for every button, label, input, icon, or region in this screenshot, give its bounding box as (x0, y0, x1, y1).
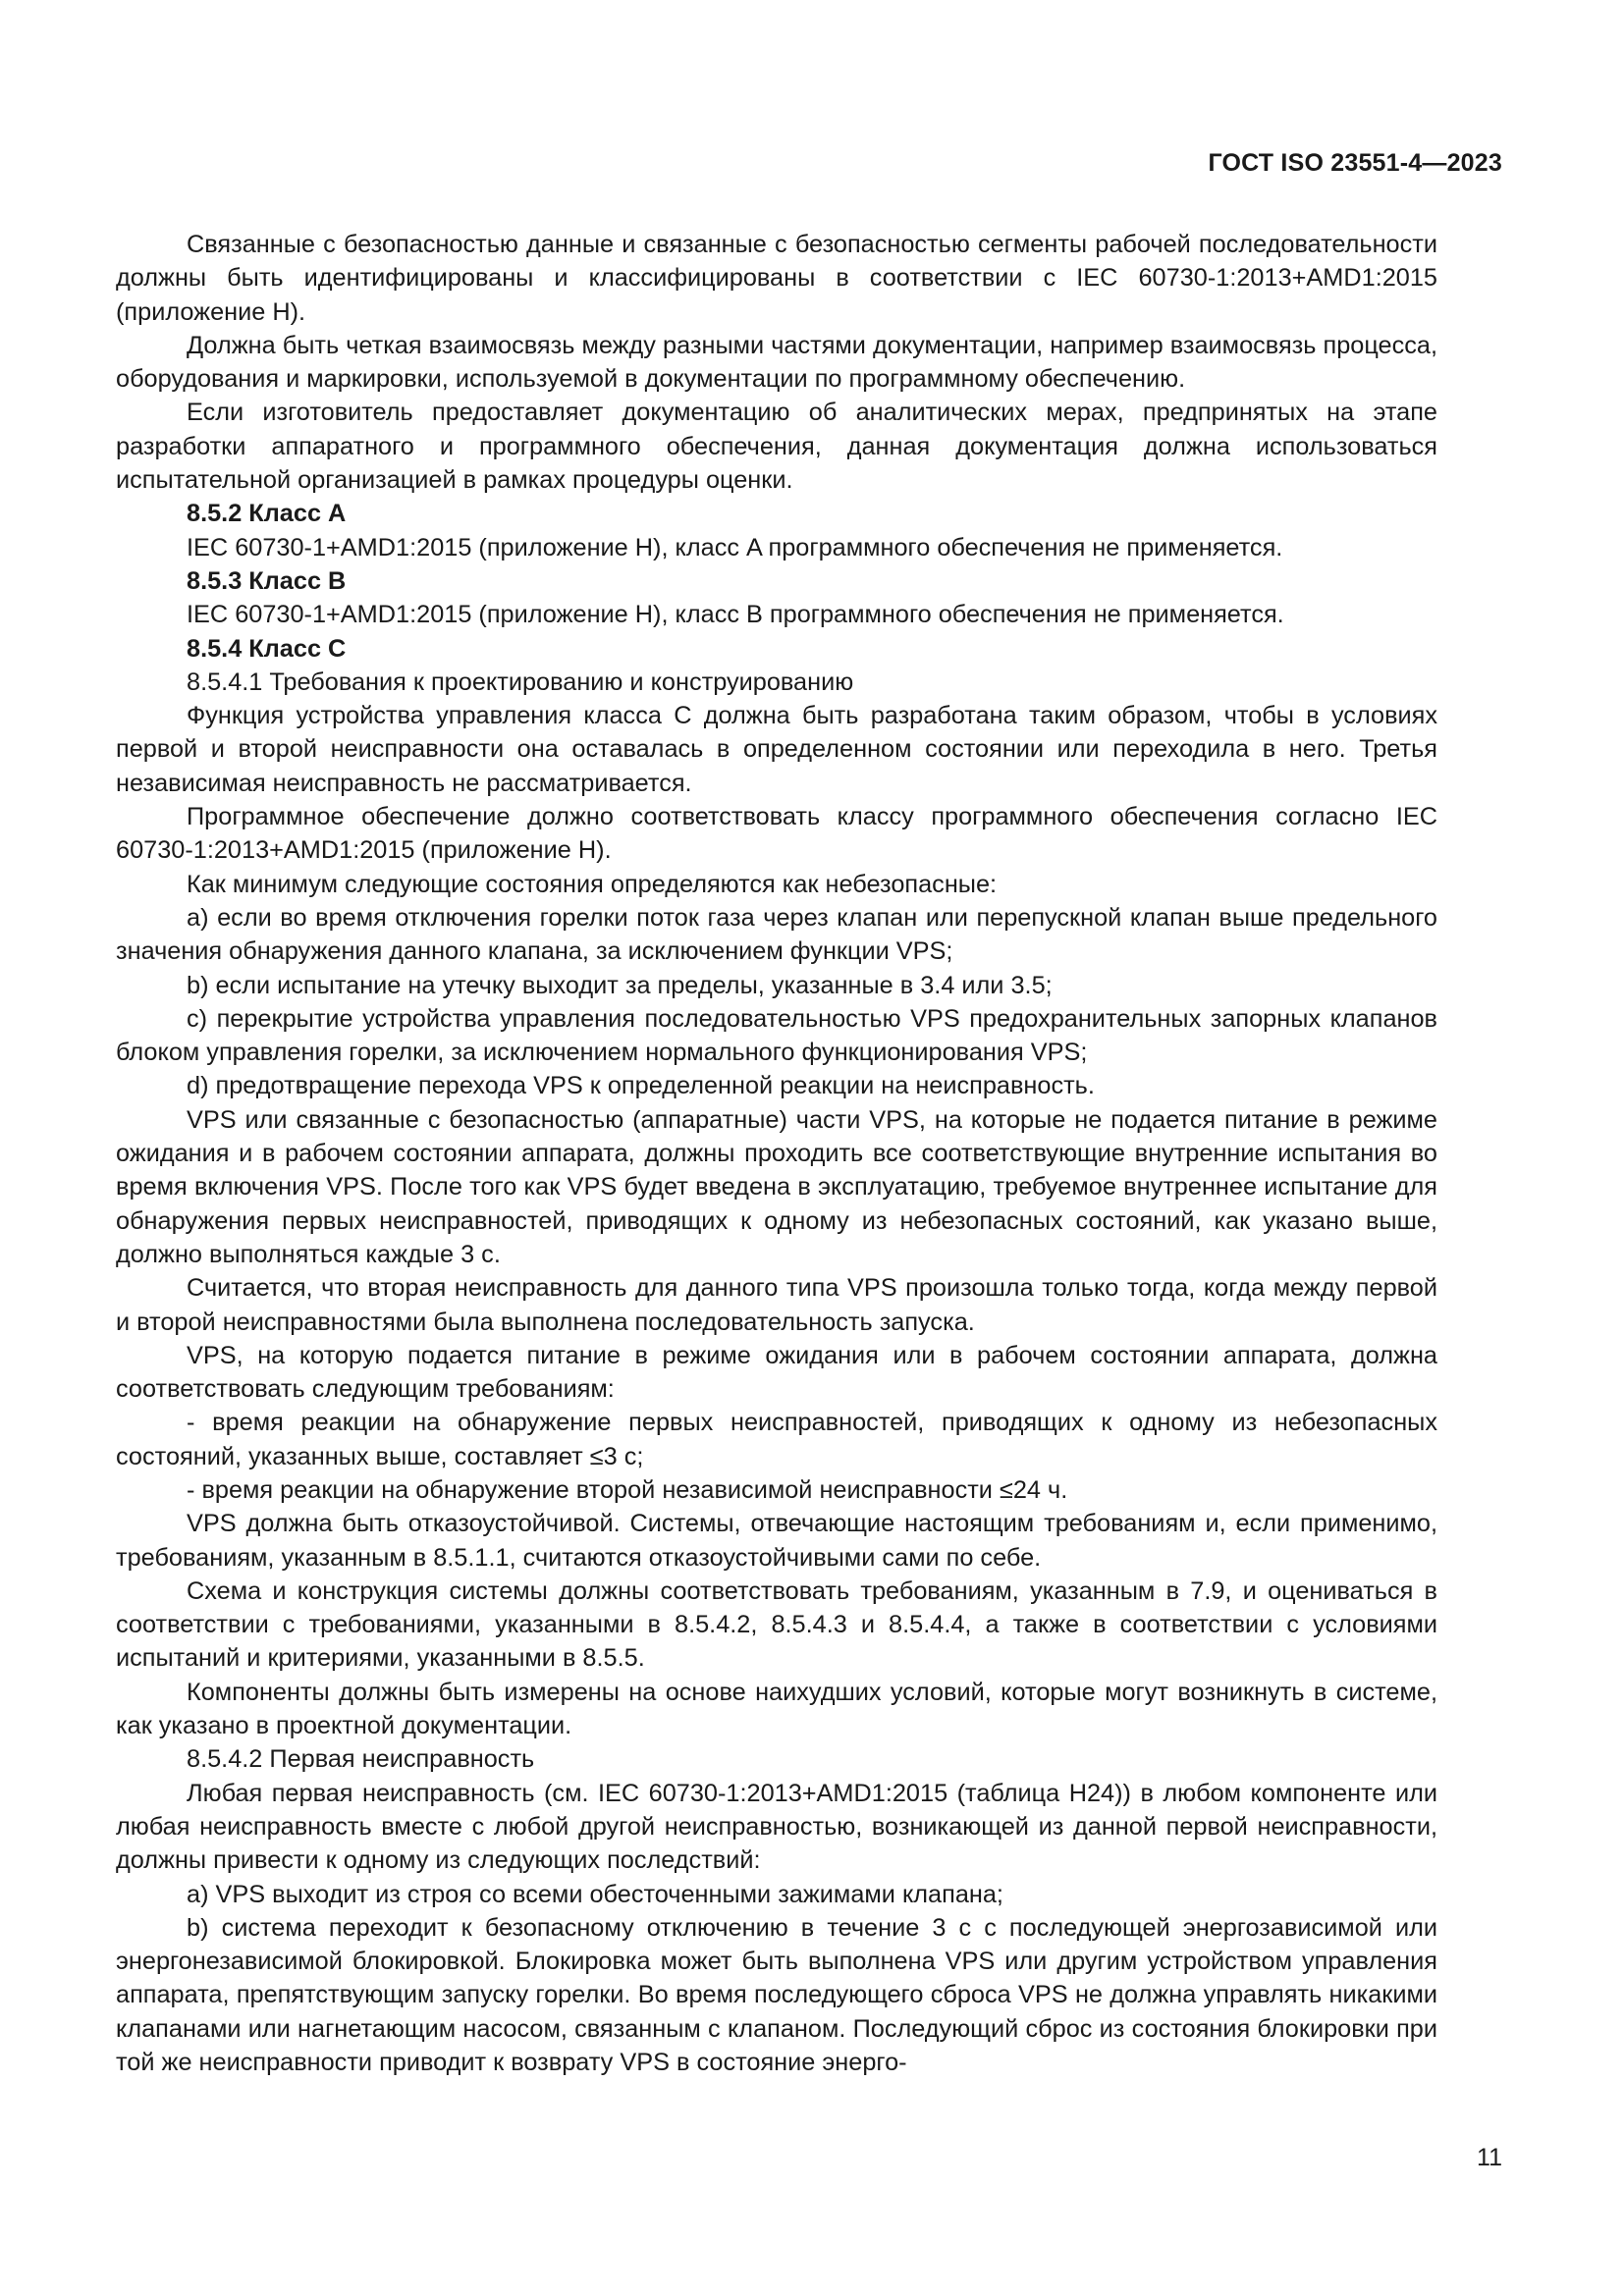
list-item: - время реакции на обнаружение второй независимой неисправности ≤24 ч. (187, 1475, 1068, 1504)
list-item: c) перекрытие устройства управления последовательностью VPS предохранительных запорных клапанов блоком управления горелки, за исключением нормального функционирования VPS; (116, 1004, 1437, 1067)
paragraph: Схема и конструкция системы должны соответствовать требованиям, указанным в 7.9, и оцениваться в соответствии с требованиями, указанными в 8.5.4.2, 8.5.4.3 и 8.5.4.4, а также в соответствии с условиями испытаний и критериями, указанными в 8.5.5. (116, 1576, 1437, 1673)
paragraph: Должна быть четкая взаимосвязь между разными частями документации, например взаимосвязь процесса, оборудования и маркировки, используемой в документации по программному обеспечению. (116, 331, 1437, 394)
paragraph: Функция устройства управления класса С должна быть разработана таким образом, чтобы в условиях первой и второй неисправности она оставалась в определенном состоянии или переходила в него. Третья независимая неисправность не рассматривается. (116, 702, 1437, 797)
section-heading: 8.5.2 Класс А (187, 500, 347, 528)
standard-id: ГОСТ ISO 23551-4—2023 (1208, 149, 1502, 177)
list-item: d) предотвращение перехода VPS к определенной реакции на неисправность. (187, 1072, 1095, 1100)
section-heading: 8.5.3 Класс В (187, 566, 347, 595)
paragraph: Любая первая неисправность (см. IEC 60730-1:2013+AMD1:2015 (таблица H24)) в любом компоненте или любая неисправность вместе с любой другой неисправностью, возникающей из данной первой неисправности, должны привести к одному из следующих последствий: (116, 1779, 1437, 1875)
paragraph: Программное обеспечение должно соответствовать классу программного обеспечения согласно IEC 60730-1:2013+AMD1:2015 (приложение Н). (116, 803, 1437, 865)
paragraph: Если изготовитель предоставляет документацию об аналитических мерах, предпринятых на этапе разработки аппаратного и программного обеспечения, данная документация должна использоваться испытательной организацией в рамках процедуры оценки. (116, 399, 1437, 495)
paragraph: Считается, что вторая неисправность для данного типа VPS произошла только тогда, когда между первой и второй неисправностями была выполнена последовательность запуска. (116, 1274, 1437, 1336)
paragraph: Как минимум следующие состояния определяются как небезопасные: (187, 870, 998, 898)
paragraph: IEC 60730-1+AMD1:2015 (приложение H), класс B программного обеспечения не применяется. (187, 601, 1284, 629)
section-heading: 8.5.4 Класс С (187, 634, 347, 663)
paragraph: VPS, на которую подается питание в режиме ожидания или в рабочем состоянии аппарата, должна соответствовать следующим требованиям: (116, 1341, 1437, 1404)
document-body (116, 228, 1437, 2079)
subsection-heading: 8.5.4.2 Первая неисправность (187, 1745, 535, 1774)
list-item: - время реакции на обнаружение первых неисправностей, приводящих к одному из небезопасных состояний, указанных выше, составляет ≤3 с; (116, 1409, 1437, 1470)
subsection-heading: 8.5.4.1 Требования к проектированию и конструированию (187, 667, 854, 696)
paragraph: Связанные с безопасностью данные и связанные с безопасностью сегменты рабочей последовательности должны быть идентифицированы и классифицированы в соответствии с IEC 60730-1:2013+AMD1:2015 (приложение Н). (116, 231, 1437, 326)
list-item: a) если во время отключения горелки поток газа через клапан или перепускной клапан выше предельного значения обнаружения данного клапана, за исключением функции VPS; (116, 903, 1437, 966)
paragraph: VPS или связанные с безопасностью (аппаратные) части VPS, на которые не подается питание в режиме ожидания и в рабочем состоянии аппарата, должны проходить все соответствующие внутренние испытания во время включения VPS. После того как VPS будет введена в эксплуатацию, требуемое внутреннее испытание для обнаружения первых неисправностей, приводящих к одному из небезопасных состояний, как указано выше, должно выполняться каждые 3 с. (116, 1105, 1437, 1268)
list-item: a) VPS выходит из строя со всеми обесточенными зажимами клапана; (187, 1880, 1003, 1908)
list-item: b) если испытание на утечку выходит за пределы, указанные в 3.4 или 3.5; (187, 971, 1053, 999)
page-number: 11 (1477, 2144, 1502, 2171)
paragraph: Компоненты должны быть измерены на основе наихудших условий, которые могут возникнуть в системе, как указано в проектной документации. (116, 1678, 1437, 1740)
paragraph: IEC 60730-1+AMD1:2015 (приложение H), класс A программного обеспечения не применяется. (187, 533, 1283, 561)
paragraph: VPS должна быть отказоустойчивой. Системы, отвечающие настоящим требованиям и, если применимо, требованиям, указанным в 8.5.1.1, считаются отказоустойчивыми сами по себе. (116, 1510, 1437, 1572)
list-item: b) система переходит к безопасному отключению в течение 3 с с последующей энергозависимой или энергонезависимой блокировкой. Блокировка может быть выполнена VPS или другим устройством управления аппарата, препятствующим запуску горелки. Во время последующего сброса VPS не должна управлять никакими клапанами или нагнетающим насосом, связанным с клапаном. Последующий сброс из состояния блокировки при той же неисправности приводит к возврату VPS в состояние энерго- (116, 1913, 1437, 2077)
